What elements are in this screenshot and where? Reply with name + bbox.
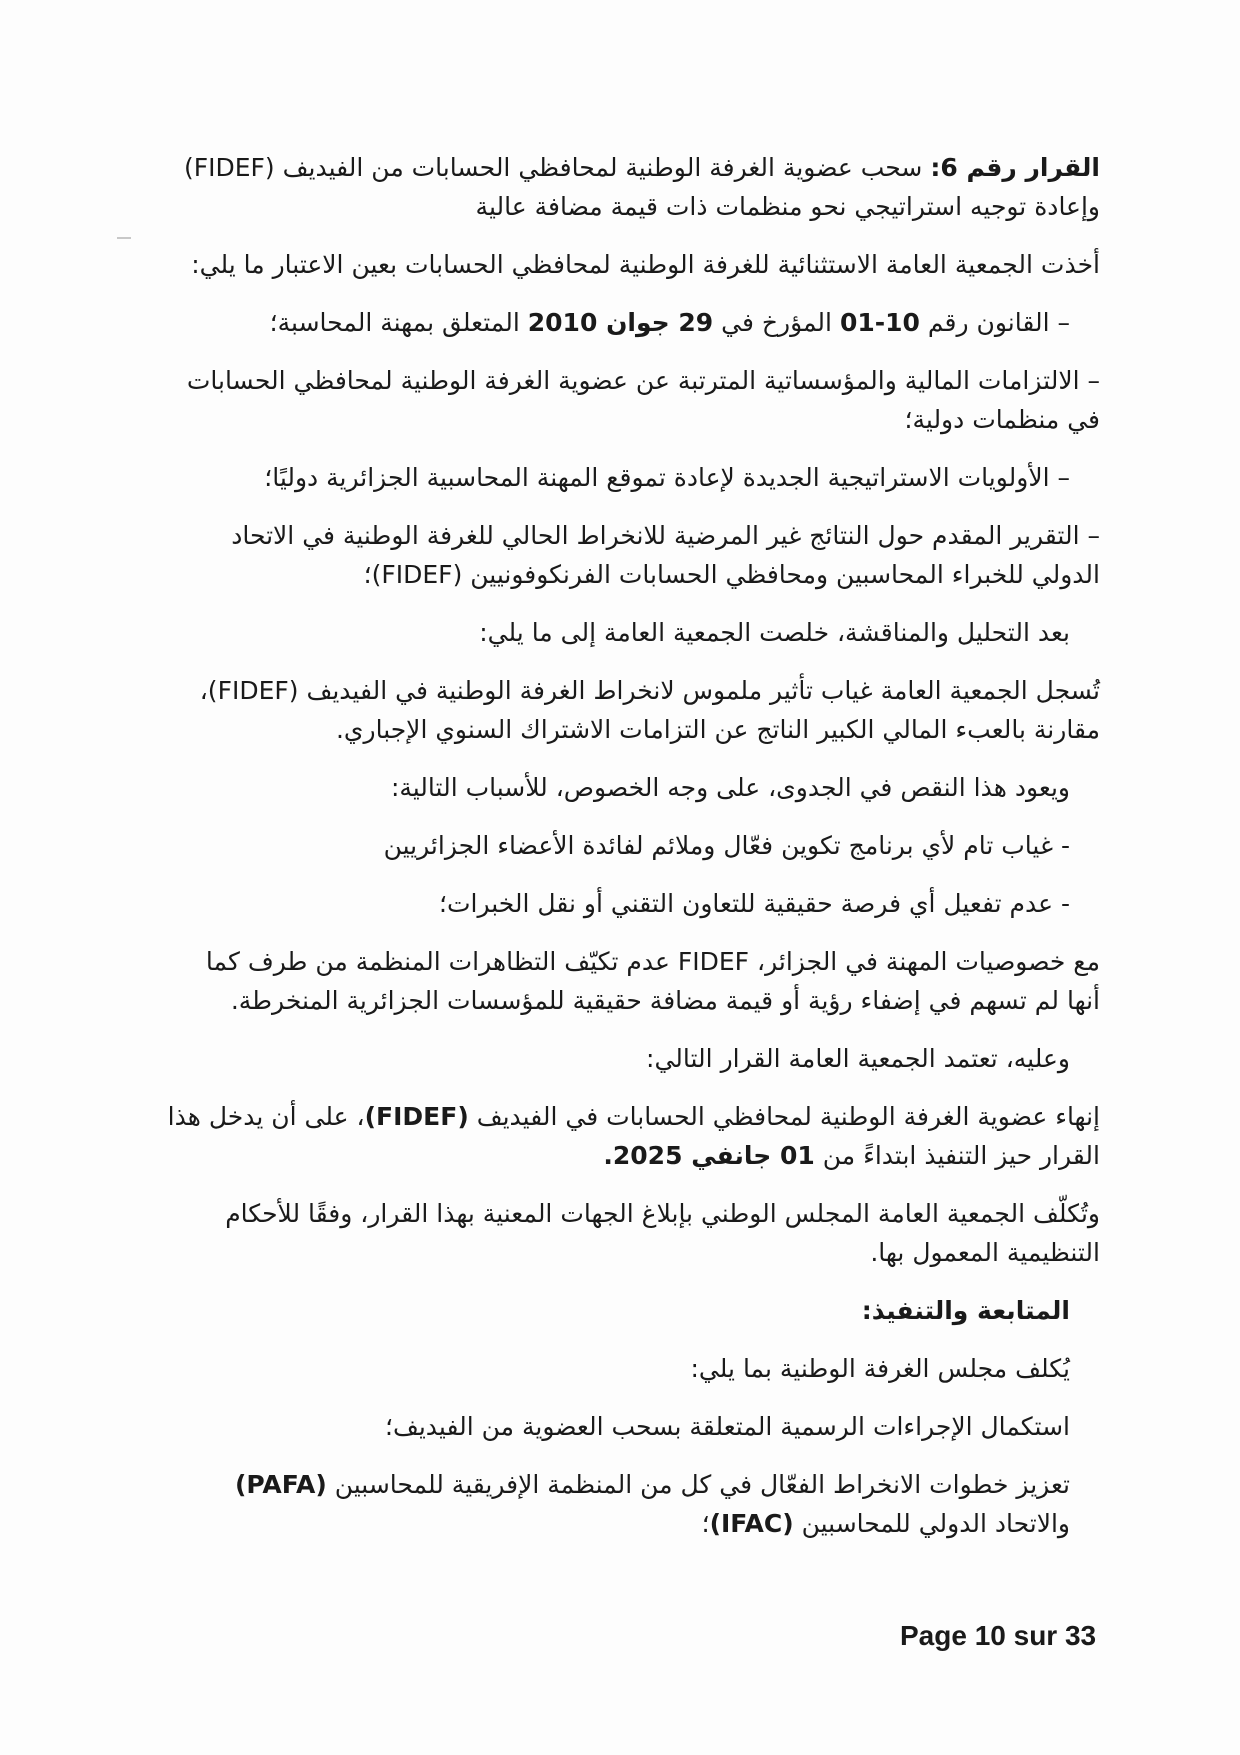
law-date: 29 جوان 2010 bbox=[527, 308, 714, 337]
followup-item2-mid: والاتحاد الدولي للمحاسبين bbox=[793, 1509, 1070, 1538]
resolution-date: 01 جانفي 2025. bbox=[603, 1141, 815, 1170]
finding-paragraph: تُسجل الجمعية العامة غياب تأثير ملموس لانخراط الغرفة الوطنية في الفيديف (FIDEF)، مقارنة بالعبء المالي الكبير الناتج عن التزامات الاشتراك السنوي الإجباري. bbox=[199, 676, 1100, 744]
document-body bbox=[165, 148, 1100, 1562]
resolution-fidef: (FIDEF) bbox=[364, 1102, 469, 1131]
consideration-law bbox=[165, 303, 1100, 342]
reasons-intro: ويعود هذا النقص في الجدوى، على وجه الخصوص، للأسباب التالية: bbox=[390, 773, 1070, 802]
pafa-acronym: (PAFA) bbox=[234, 1470, 327, 1499]
after-analysis: بعد التحليل والمناقشة، خلصت الجمعية العامة إلى ما يلي: bbox=[479, 618, 1070, 647]
reason-item-2: - عدم تفعيل أي فرصة حقيقية للتعاون التقني أو نقل الخبرات؛ bbox=[439, 889, 1070, 918]
reason-item-1: - غياب تام لأي برنامج تكوين فعّال وملائم لفائدة الأعضاء الجزائريين bbox=[383, 831, 1070, 860]
ifac-acronym: (IFAC) bbox=[709, 1509, 794, 1538]
followup-heading: المتابعة والتنفيذ: bbox=[861, 1296, 1070, 1325]
followup-item-2 bbox=[165, 1465, 1100, 1543]
law-mid: المؤرخ في bbox=[713, 308, 840, 337]
consideration-commitments: – الالتزامات المالية والمؤسساتية المترتبة عن عضوية الغرفة الوطنية لمحافظي الحسابات في منظمات دولية؛ bbox=[186, 366, 1100, 434]
followup-item-1: استكمال الإجراءات الرسمية المتعلقة بسحب العضوية من الفيديف؛ bbox=[385, 1412, 1070, 1441]
resolution-prefix: إنهاء عضوية الغرفة الوطنية لمحافظي الحسابات في الفيديف bbox=[468, 1102, 1100, 1131]
mandate-paragraph: وتُكلّف الجمعية العامة المجلس الوطني بإبلاغ الجهات المعنية بهذا القرار، وفقًا للأحكام التنظيمية المعمول بها. bbox=[225, 1199, 1100, 1267]
decision-number: القرار رقم 6: bbox=[930, 153, 1100, 182]
scan-mark bbox=[117, 237, 131, 239]
specifics-paragraph: مع خصوصيات المهنة في الجزائر، FIDEF عدم تكيّف التظاهرات المنظمة من طرف كما أنها لم تسهم في إضفاء رؤية أو قيمة مضافة حقيقية للمؤسسات الجزائرية المنخرطة. bbox=[205, 947, 1100, 1015]
followup-item2-suffix: ؛ bbox=[701, 1509, 710, 1538]
resolution-mid: ، على أن يدخل هذا القرار حيز التنفيذ ابتداءً من bbox=[167, 1102, 1100, 1170]
decision-title bbox=[165, 148, 1100, 226]
decision-title-line2: وإعادة توجيه استراتيجي نحو منظمات ذات قيمة مضافة عالية bbox=[475, 192, 1100, 221]
consideration-report: – التقرير المقدم حول النتائج غير المرضية للانخراط الحالي للغرفة الوطنية في الاتحاد الدولي للخبراء المحاسبين ومحافظي الحسابات الفرنكوفونيين (FIDEF)؛ bbox=[231, 521, 1100, 589]
law-prefix: – القانون رقم bbox=[919, 308, 1070, 337]
law-number: 10-01 bbox=[839, 308, 920, 337]
decision-title-line1: سحب عضوية الغرفة الوطنية لمحافظي الحسابات من الفيديف (FIDEF) bbox=[183, 153, 923, 182]
therefore-paragraph: وعليه، تعتمد الجمعية العامة القرار التالي: bbox=[646, 1044, 1070, 1073]
resolution-paragraph bbox=[165, 1097, 1100, 1175]
followup-item2-prefix: تعزيز خطوات الانخراط الفعّال في كل من المنظمة الإفريقية للمحاسبين bbox=[326, 1470, 1070, 1499]
law-suffix: المتعلق بمهنة المحاسبة؛ bbox=[269, 308, 528, 337]
intro-paragraph: أخذت الجمعية العامة الاستثنائية للغرفة الوطنية لمحافظي الحسابات بعين الاعتبار ما يلي: bbox=[191, 250, 1100, 279]
consideration-priorities: – الأولويات الاستراتيجية الجديدة لإعادة تموقع المهنة المحاسبية الجزائرية دوليًا؛ bbox=[264, 463, 1070, 492]
page-number: Page 10 sur 33 bbox=[900, 1620, 1097, 1651]
followup-intro: يُكلف مجلس الغرفة الوطنية بما يلي: bbox=[690, 1354, 1070, 1383]
